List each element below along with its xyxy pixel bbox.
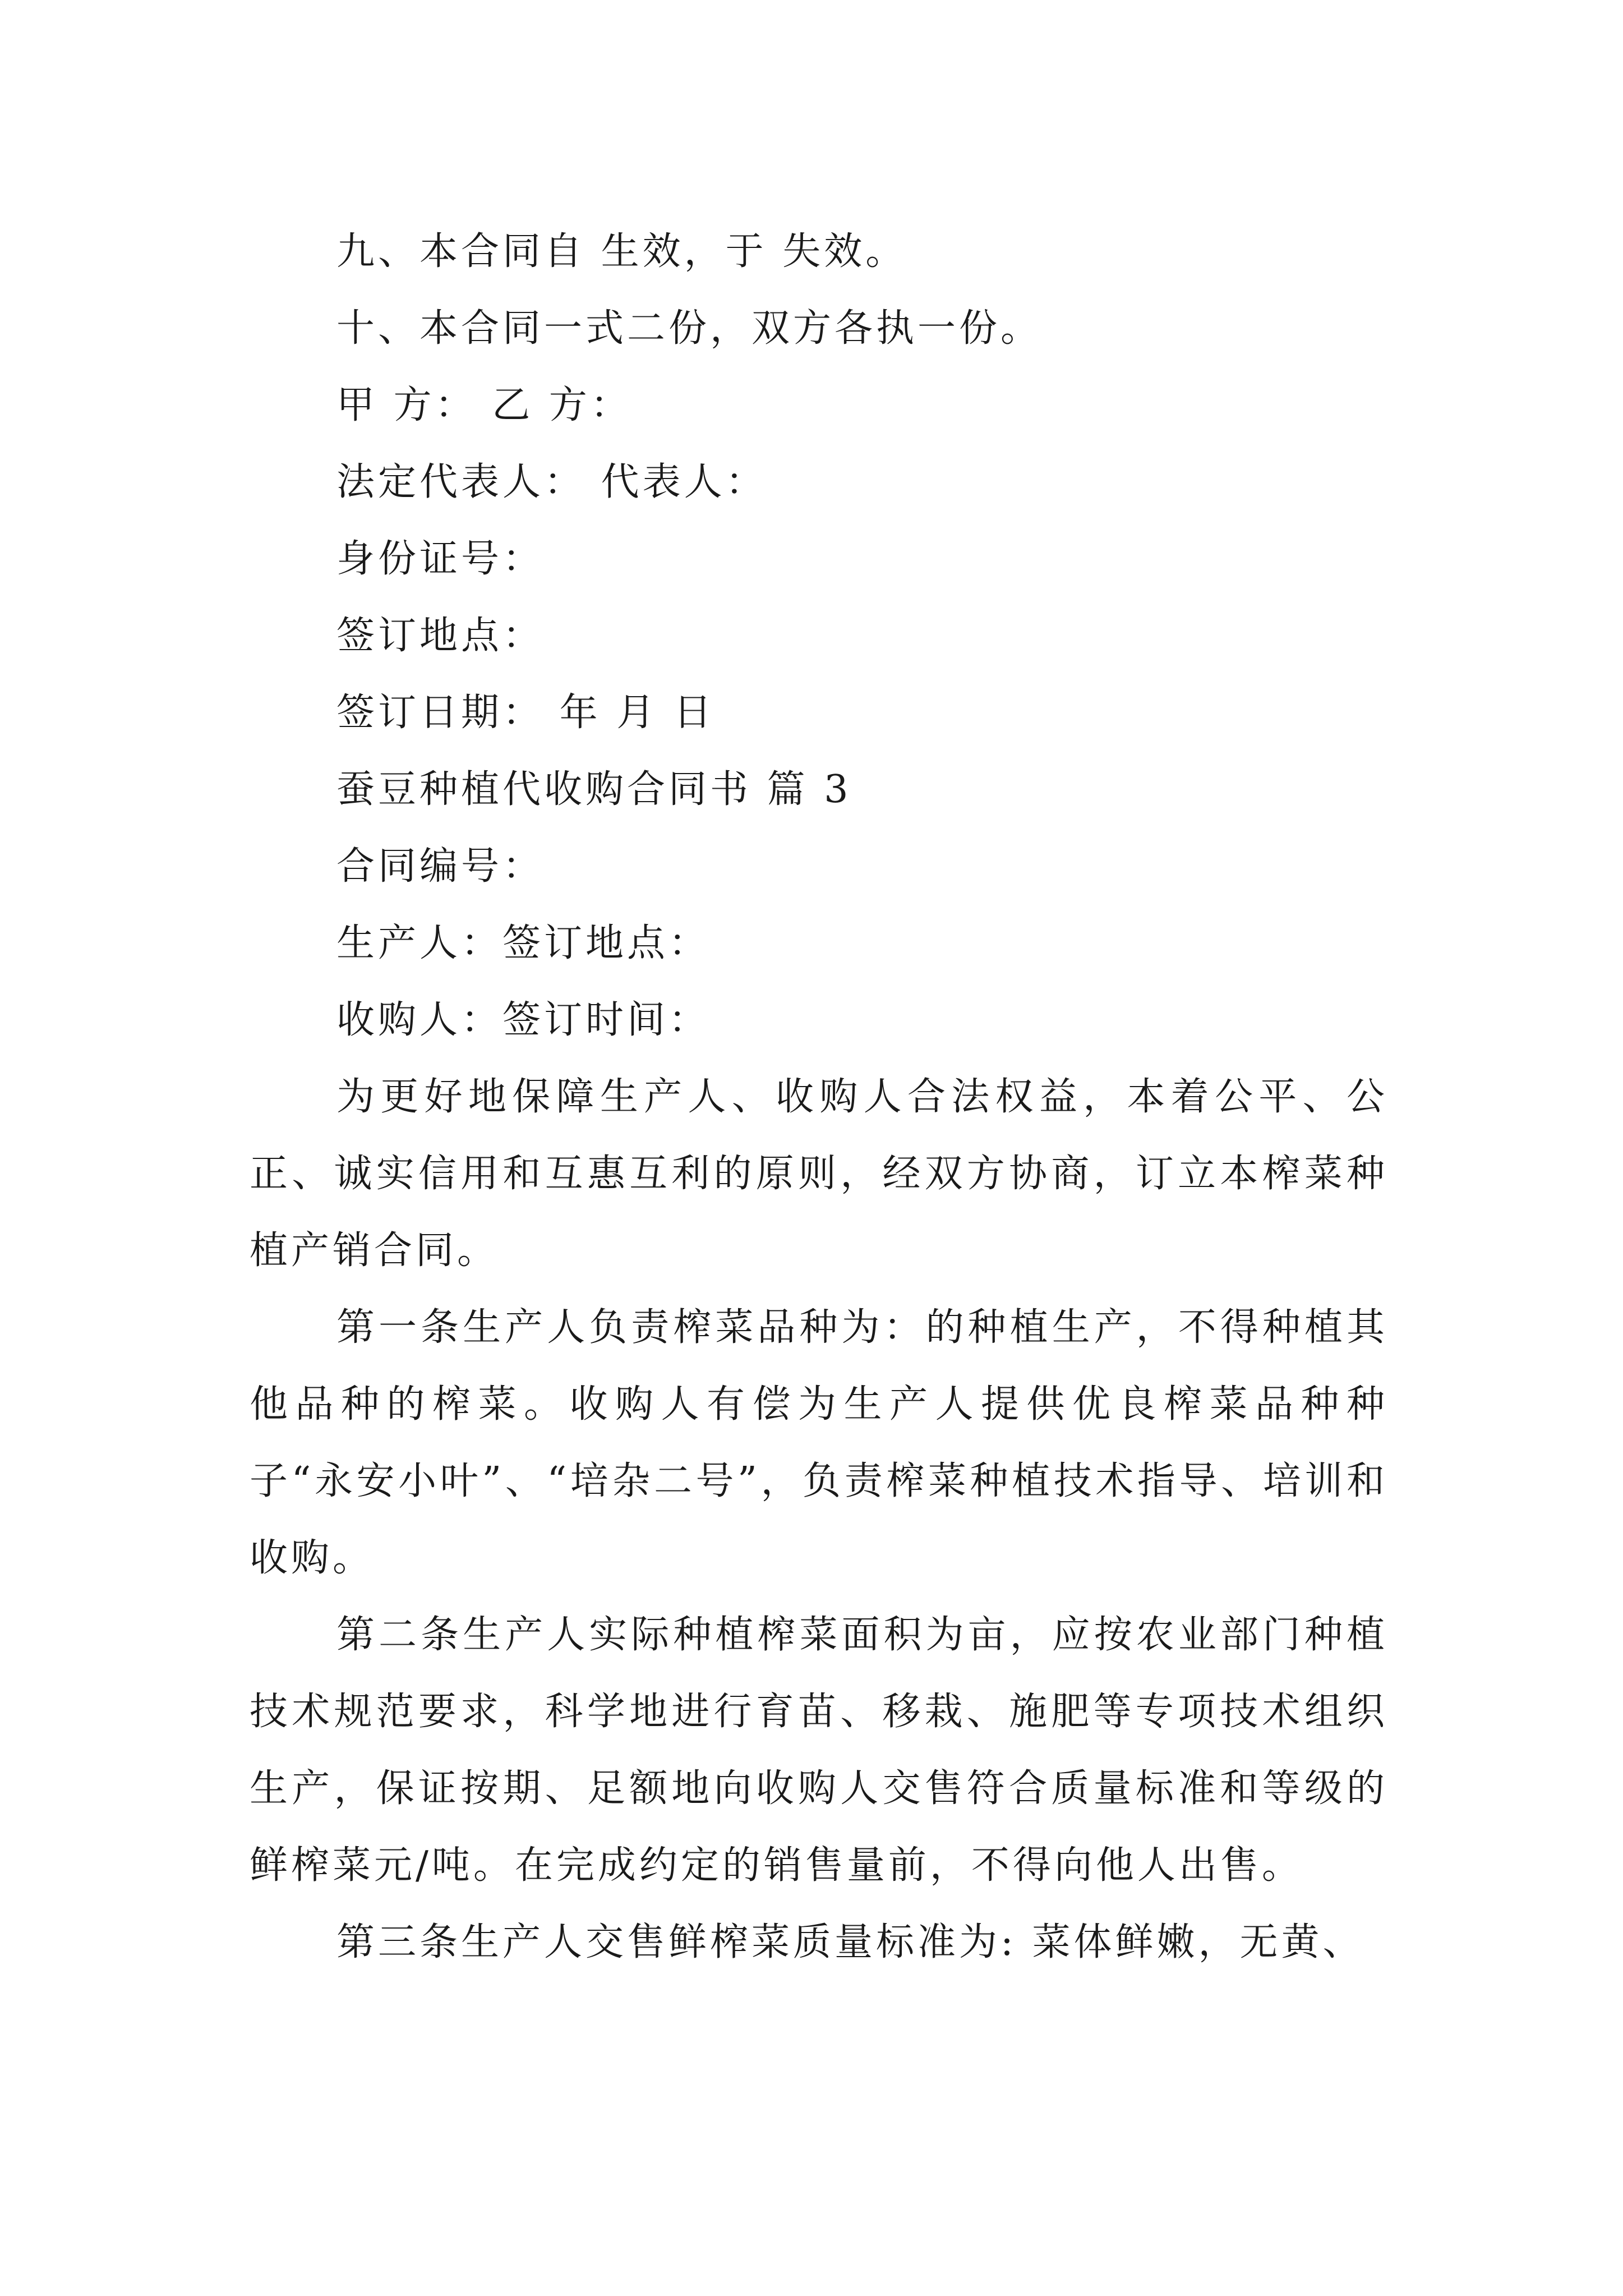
signing-date-label: 签订日期： 年 月 日: [336, 691, 715, 735]
clause-ten: 十、本合同一式二份，双方各执一份。: [336, 306, 1043, 351]
section-title: 蚕豆种植代收购合同书 篇 3: [336, 767, 852, 812]
document-body: [250, 213, 1388, 1981]
signing-place-label: 签订地点：: [336, 614, 545, 658]
article-two-paragraph: 第二条生产人实际种植榨菜面积为亩，应按农业部门种植技术规范要求，科学地进行育苗、移栽、施肥等专项技术组织生产，保证按期、足额地向收购人交售符合质量标准和等级的鲜榨菜元/吨。在完成约定的销售量前，不得向他人出售。: [250, 1613, 1388, 1888]
preamble-paragraph: 为更好地保障生产人、收购人合法权益，本着公平、公正、诚实信用和互惠互利的原则，经双方协商，订立本榨菜种植产销合同。: [250, 1075, 1388, 1273]
clause-nine: 九、本合同自 生效，于 失效。: [336, 229, 907, 274]
producer-label: 生产人：签订地点：: [336, 921, 711, 965]
buyer-label: 收购人：签订时间：: [336, 998, 711, 1042]
article-one-paragraph: 第一条生产人负责榨菜品种为：的种植生产，不得种植其他品种的榨菜。收购人有偿为生产人提供优良榨菜品种种子“永安小叶”、“培杂二号”，负责榨菜种植技术指导、培训和收购。: [250, 1305, 1388, 1580]
representative-labels: 法定代表人： 代表人：: [336, 460, 767, 504]
id-number-label: 身份证号：: [336, 537, 545, 581]
article-three-paragraph: 第三条生产人交售鲜榨菜质量标准为: 菜体鲜嫩，无黄、: [336, 1920, 1364, 1964]
party-labels: 甲 方： 乙 方：: [336, 383, 632, 427]
contract-number-label: 合同编号：: [336, 844, 545, 889]
